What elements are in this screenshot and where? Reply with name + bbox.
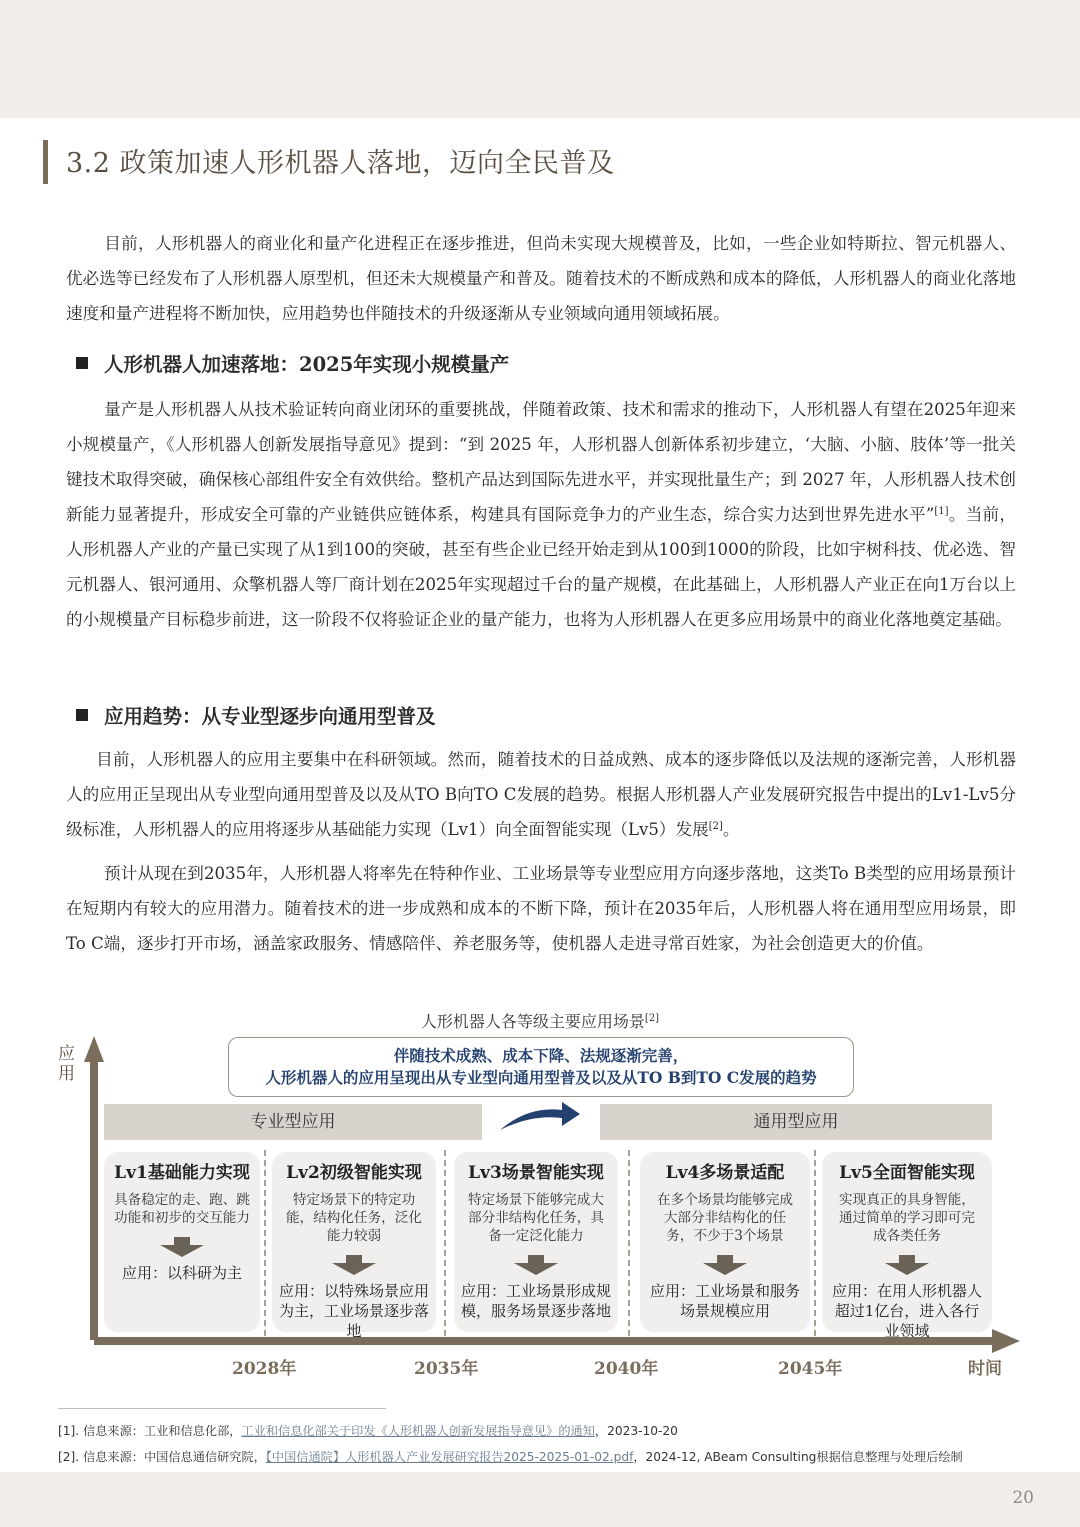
- subheading-application-trend: 应用趋势：从专业型逐步向通用型普及: [76, 701, 436, 729]
- timeline-separator: [264, 1150, 266, 1336]
- level-card-lv2: Lv2初级智能实现 特定场景下的特定功能，结构化任务，泛化能力较弱 应用：以特殊场景应用为主，工业场景逐步落地: [272, 1152, 436, 1332]
- application-trend-paragraph: 目前，人形机器人的应用主要集中在科研领域。然而，随着技术的日益成熟、成本的逐步降低以及法规的逐渐完善，人形机器人的应用正呈现出从专业型向通用型普及以及从TO B向TO C发展的趋势。根据人形机器人产业发展研究报告中提出的Lv1-Lv5分级标准，人形机器人的应用将逐步从基础能力实现（Lv1）向全面智能实现（Lv5）发展[2]。: [66, 750, 1016, 839]
- down-arrow-icon: [160, 1237, 204, 1257]
- trend-arrow-icon: [498, 1098, 582, 1134]
- down-arrow-icon: [703, 1255, 747, 1275]
- trend-line-1: 伴随技术成熟、成本下降、法规逐渐完善，: [393, 1046, 689, 1065]
- year-2028: 2028年: [232, 1359, 297, 1379]
- year-2040: 2040年: [594, 1359, 659, 1379]
- section-title: 3.2 政策加速人形机器人落地，迈向全民普及: [66, 148, 615, 179]
- y-axis-label: 应用: [58, 1044, 75, 1084]
- timeline-separator: [628, 1150, 630, 1336]
- level-card-lv5: Lv5全面智能实现 实现真正的具身智能，通过简单的学习即可完成各类任务 应用：在用人形机器人超过1亿台，进入各行业领域: [822, 1152, 992, 1332]
- forecast-paragraph: 预计从现在到2035年，人形机器人将率先在特种作业、工业场景等专业型应用方向逐步落地，这类To B类型的应用场景预计在短期内有较大的应用潜力。随着技术的进一步成熟和成本的不断下降，预计在2035年后，人形机器人将在通用型应用场景，即To C端，逐步打开市场，涵盖家政服务、情感陪伴、养老服务等，使机器人走进寻常百姓家，为社会创造更大的价值。: [66, 864, 1016, 953]
- down-arrow-icon: [885, 1255, 929, 1275]
- page-number: 20: [1012, 1488, 1034, 1508]
- footnote-divider: [58, 1408, 386, 1409]
- down-arrow-icon: [514, 1255, 558, 1275]
- figure-ref[interactable]: [2]: [644, 1013, 660, 1024]
- level-card-lv1: Lv1基础能力实现 具备稳定的走、跑、跳功能和初步的交互能力 应用：以科研为主: [104, 1152, 260, 1332]
- footnote-2-link[interactable]: 【中国信通院】人形机器人产业发展研究报告2025-2025-01-02.pdf: [265, 1450, 634, 1464]
- level-card-lv4: Lv4多场景适配 在多个场景均能够完成大部分非结构化的任务，不少于3个场景 应用：工业场景和服务场景规模应用: [640, 1152, 810, 1332]
- mass-production-paragraph: 量产是人形机器人从技术验证转向商业闭环的重要挑战，伴随着政策、技术和需求的推动下，人形机器人有望在2025年迎来小规模量产，《人形机器人创新发展指导意见》提到：“到 2025 年，人形机器人创新体系初步建立，‘大脑、小脑、肢体’等一批关键技术取得突破，确保核心部组件安全有效供给。整机产品达到国际先进水平，并实现批量生产；到 2027 年，人形机器人技术创新能力显著提升，形成安全可靠的产业链供应链体系，构建具有国际竞争力的产业生态，综合实力达到世界先进水平”[1]。当前，人形机器人产业的产量已实现了从1到100的突破，甚至有些企业已经开始走到从100到1000的阶段，比如宇树科技、优必选、智元机器人、银河通用、众擎机器人等厂商计划在2025年实现超过千台的量产规模，在此基础上，人形机器人产业正在向1万台以上的小规模量产目标稳步前进，这一阶段不仅将验证企业的量产能力，也将为人形机器人在更多应用场景中的商业化落地奠定基础。: [66, 400, 1017, 629]
- down-arrow-icon: [332, 1255, 376, 1275]
- trend-callout: [228, 1037, 854, 1097]
- bullet-square-icon: [76, 357, 88, 369]
- intro-paragraph: 目前，人形机器人的商业化和量产化进程正在逐步推进，但尚未实现大规模普及，比如，一些企业如特斯拉、智元机器人、优必选等已经发布了人形机器人原型机，但还未大规模量产和普及。随着技术的不断成熟和成本的降低，人形机器人的商业化落地速度和量产进程将不断加快，应用趋势也伴随技术的升级逐渐从专业领域向通用领域拓展。: [66, 234, 1016, 323]
- x-axis-arrow-icon: [992, 1329, 1020, 1353]
- timeline-separator: [444, 1150, 446, 1336]
- y-axis: [90, 1060, 98, 1340]
- footnote-2: [2]. 信息来源：中国信息通信研究院，【中国信通院】人形机器人产业发展研究报告2025-2025-01-02.pdf，2024-12, ABeam Consulting根据信息整理与处理后绘制: [58, 1450, 963, 1464]
- bullet-square-icon: [76, 709, 88, 721]
- timeline-separator: [814, 1150, 816, 1336]
- footnote-ref-1[interactable]: [1]: [934, 506, 949, 517]
- category-professional: 专业型应用: [104, 1104, 482, 1140]
- footer-band: [0, 1472, 1080, 1527]
- footnote-1: [1]. 信息来源：工业和信息化部，工业和信息化部关于印发《人形机器人创新发展指导意见》的通知，2023-10-20: [58, 1424, 678, 1438]
- trend-line-2: 人形机器人的应用呈现出从专业型向通用型普及以及从TO B到TO C发展的趋势: [265, 1068, 817, 1087]
- header-band: [0, 0, 1080, 118]
- x-axis-label: 时间: [968, 1359, 1002, 1379]
- footnote-ref-2[interactable]: [2]: [708, 821, 723, 832]
- footnote-1-link[interactable]: 工业和信息化部关于印发《人形机器人创新发展指导意见》的通知: [241, 1424, 595, 1438]
- section-title-bar: [43, 140, 48, 184]
- category-general: 通用型应用: [600, 1104, 992, 1140]
- y-axis-arrow-icon: [84, 1036, 104, 1062]
- year-2035: 2035年: [414, 1359, 479, 1379]
- level-card-lv3: Lv3场景智能实现 特定场景下能够完成大部分非结构化任务，具备一定泛化能力 应用：工业场景形成规模，服务场景逐步落地: [454, 1152, 618, 1332]
- subheading-mass-production: 人形机器人加速落地：2025年实现小规模量产: [76, 349, 509, 377]
- figure-title: 人形机器人各等级主要应用场景[2]: [420, 1012, 660, 1031]
- year-2045: 2045年: [778, 1359, 843, 1379]
